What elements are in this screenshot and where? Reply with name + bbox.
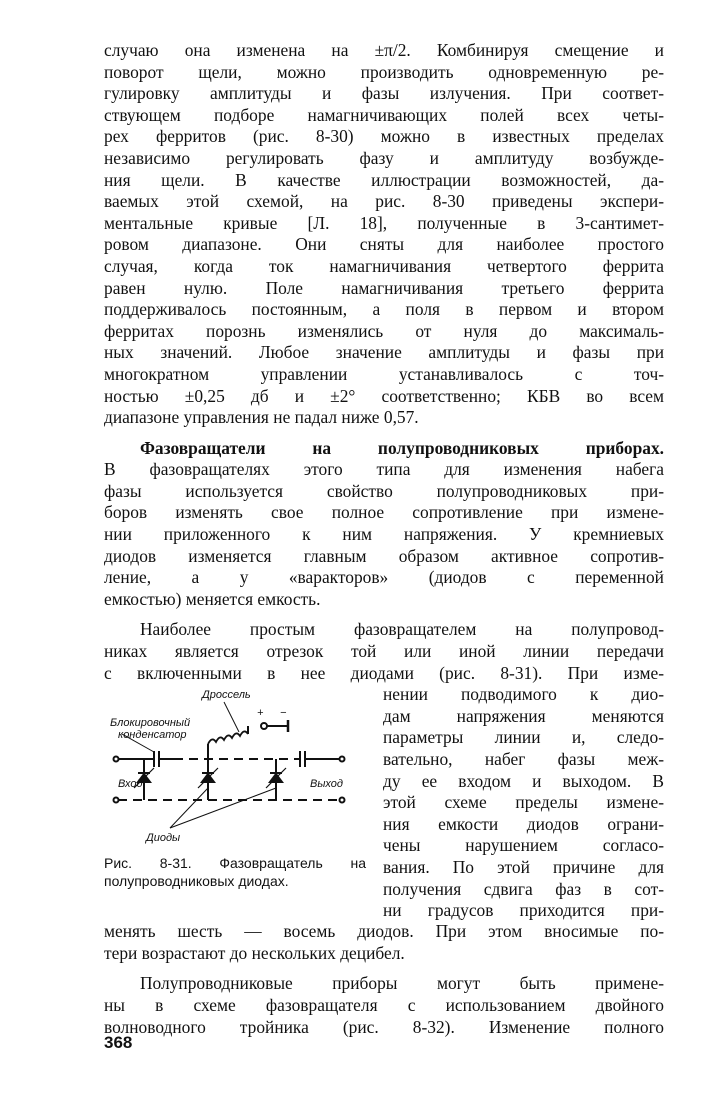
page-text-block	[104, 40, 664, 1038]
text-line: случая, когда ток намагничивания четвертого феррита	[104, 255, 664, 276]
figure-8-31	[104, 684, 366, 921]
circuit-diagram	[104, 684, 366, 854]
paragraph-1	[104, 40, 664, 429]
page-number: 368	[104, 1033, 133, 1052]
text-line: боров изменять свое полное сопротивление при измене-	[104, 502, 664, 523]
text-line: емкостью) меняется емкость.	[104, 588, 321, 609]
paragraph-3	[104, 619, 664, 964]
figure-row	[104, 684, 664, 921]
text-line: ровом диапазоне. Они сняты для наиболее простого	[104, 234, 664, 255]
caption-line: Рис. 8-31. Фазовращатель на	[104, 855, 366, 872]
paragraph-2	[104, 438, 664, 611]
text-line: никах является отрезок той или иной линии передачи	[104, 641, 664, 662]
text-line: ление, а у «варакторов» (диодов с переменной	[104, 567, 664, 588]
label-plus: +	[257, 707, 264, 720]
text-line: волноводного тройника (рис. 8-32). Изменение полного	[104, 1016, 664, 1037]
text-line: диапазоне управления не падал ниже 0,57.	[104, 407, 419, 428]
text-line: случаю она изменена на ±π/2. Комбинируя смещение и	[104, 40, 664, 60]
text-line: этой схеме пределы измене-	[383, 792, 664, 813]
text-line: ду ее входом и выходом. В	[383, 770, 664, 791]
label-input: Вход	[118, 778, 143, 791]
paragraph-4	[104, 973, 664, 1038]
label-choke: Дроссель	[202, 689, 251, 702]
text-line: ни градусов приходится при-	[383, 900, 664, 921]
text-line: многократном управлении устанавливалось с точ-	[104, 363, 664, 384]
text-line: поддерживалось постоянным, а поля в первом и втором	[104, 299, 664, 320]
text-line: ваемых этой схемой, на рис. 8-30 приведены экспери-	[104, 191, 664, 212]
text-line: поворот щели, можно производить одновременную ре-	[104, 61, 664, 82]
text-line: параметры линии и, следо-	[383, 727, 664, 748]
caption-line: полупроводниковых диодах.	[104, 873, 289, 890]
section-heading: Фазовращатели на полупроводниковых приборах.	[140, 437, 664, 458]
text-line: чены нарушением согласо-	[383, 835, 664, 856]
label-capacitor-2: конденсатор	[118, 729, 187, 742]
label-minus: −	[280, 707, 287, 720]
text-line: вательно, набег фазы меж-	[383, 749, 664, 769]
figure-caption	[104, 854, 366, 890]
text-line: нии приложенного к ним напряжения. У кремниевых	[104, 524, 664, 545]
text-line: ментальные кривые [Л. 18], полученные в 3-сантимет-	[104, 212, 664, 233]
text-line: вания. По этой причине для	[383, 856, 664, 877]
text-line: тери возрастают до нескольких децибел.	[104, 942, 405, 963]
text-line: ных значений. Любое значение амплитуды и фазы при	[104, 342, 664, 363]
text-line: с включенными в нее диодами (рис. 8-31). При изме-	[104, 662, 664, 683]
text-line: гулировку амплитуды и фазы излучения. При соответ-	[104, 83, 664, 104]
text-line: дам напряжения меняются	[383, 705, 664, 726]
text-line: Наиболее простым фазовращателем на полупровод-	[140, 619, 664, 640]
label-output: Выход	[310, 778, 344, 791]
text-line: Полупроводниковые приборы могут быть примене-	[140, 973, 664, 994]
text-line: фазы используется свойство полупроводниковых при-	[104, 480, 664, 501]
text-line: ствующем подборе намагничивающих полей всех четы-	[104, 104, 664, 125]
text-line: ния щели. В качестве иллюстрации возможностей, да-	[104, 169, 664, 190]
side-text	[383, 684, 664, 922]
text-line: получения сдвига фаз в сот-	[383, 878, 664, 899]
label-diodes: Диоды	[146, 832, 181, 845]
text-line: ны в схеме фазовращателя с использованием двойного	[104, 995, 664, 1015]
text-line: нении подводимого к дио-	[383, 684, 664, 705]
text-line: В фазовращателях этого типа для изменения набега	[104, 459, 664, 480]
text-line: рех ферритов (рис. 8-30) можно в известных пределах	[104, 126, 664, 147]
text-line: диодов изменяется главным образом активное сопротив-	[104, 545, 664, 566]
text-line: независимо регулировать фазу и амплитуду возбужде-	[104, 147, 664, 168]
text-line: ния емкости диодов ограни-	[383, 813, 664, 834]
text-line: менять шесть — восемь диодов. При этом вносимые по-	[104, 921, 664, 942]
text-line: равен нулю. Поле намагничивания третьего феррита	[104, 277, 664, 298]
text-line: ностью ±0,25 дб и ±2° соответственно; КБВ во всем	[104, 385, 664, 406]
label-capacitor-1: Блокировочный	[110, 717, 191, 730]
text-line: ферритах порознь изменялись от нуля до максималь-	[104, 320, 664, 341]
